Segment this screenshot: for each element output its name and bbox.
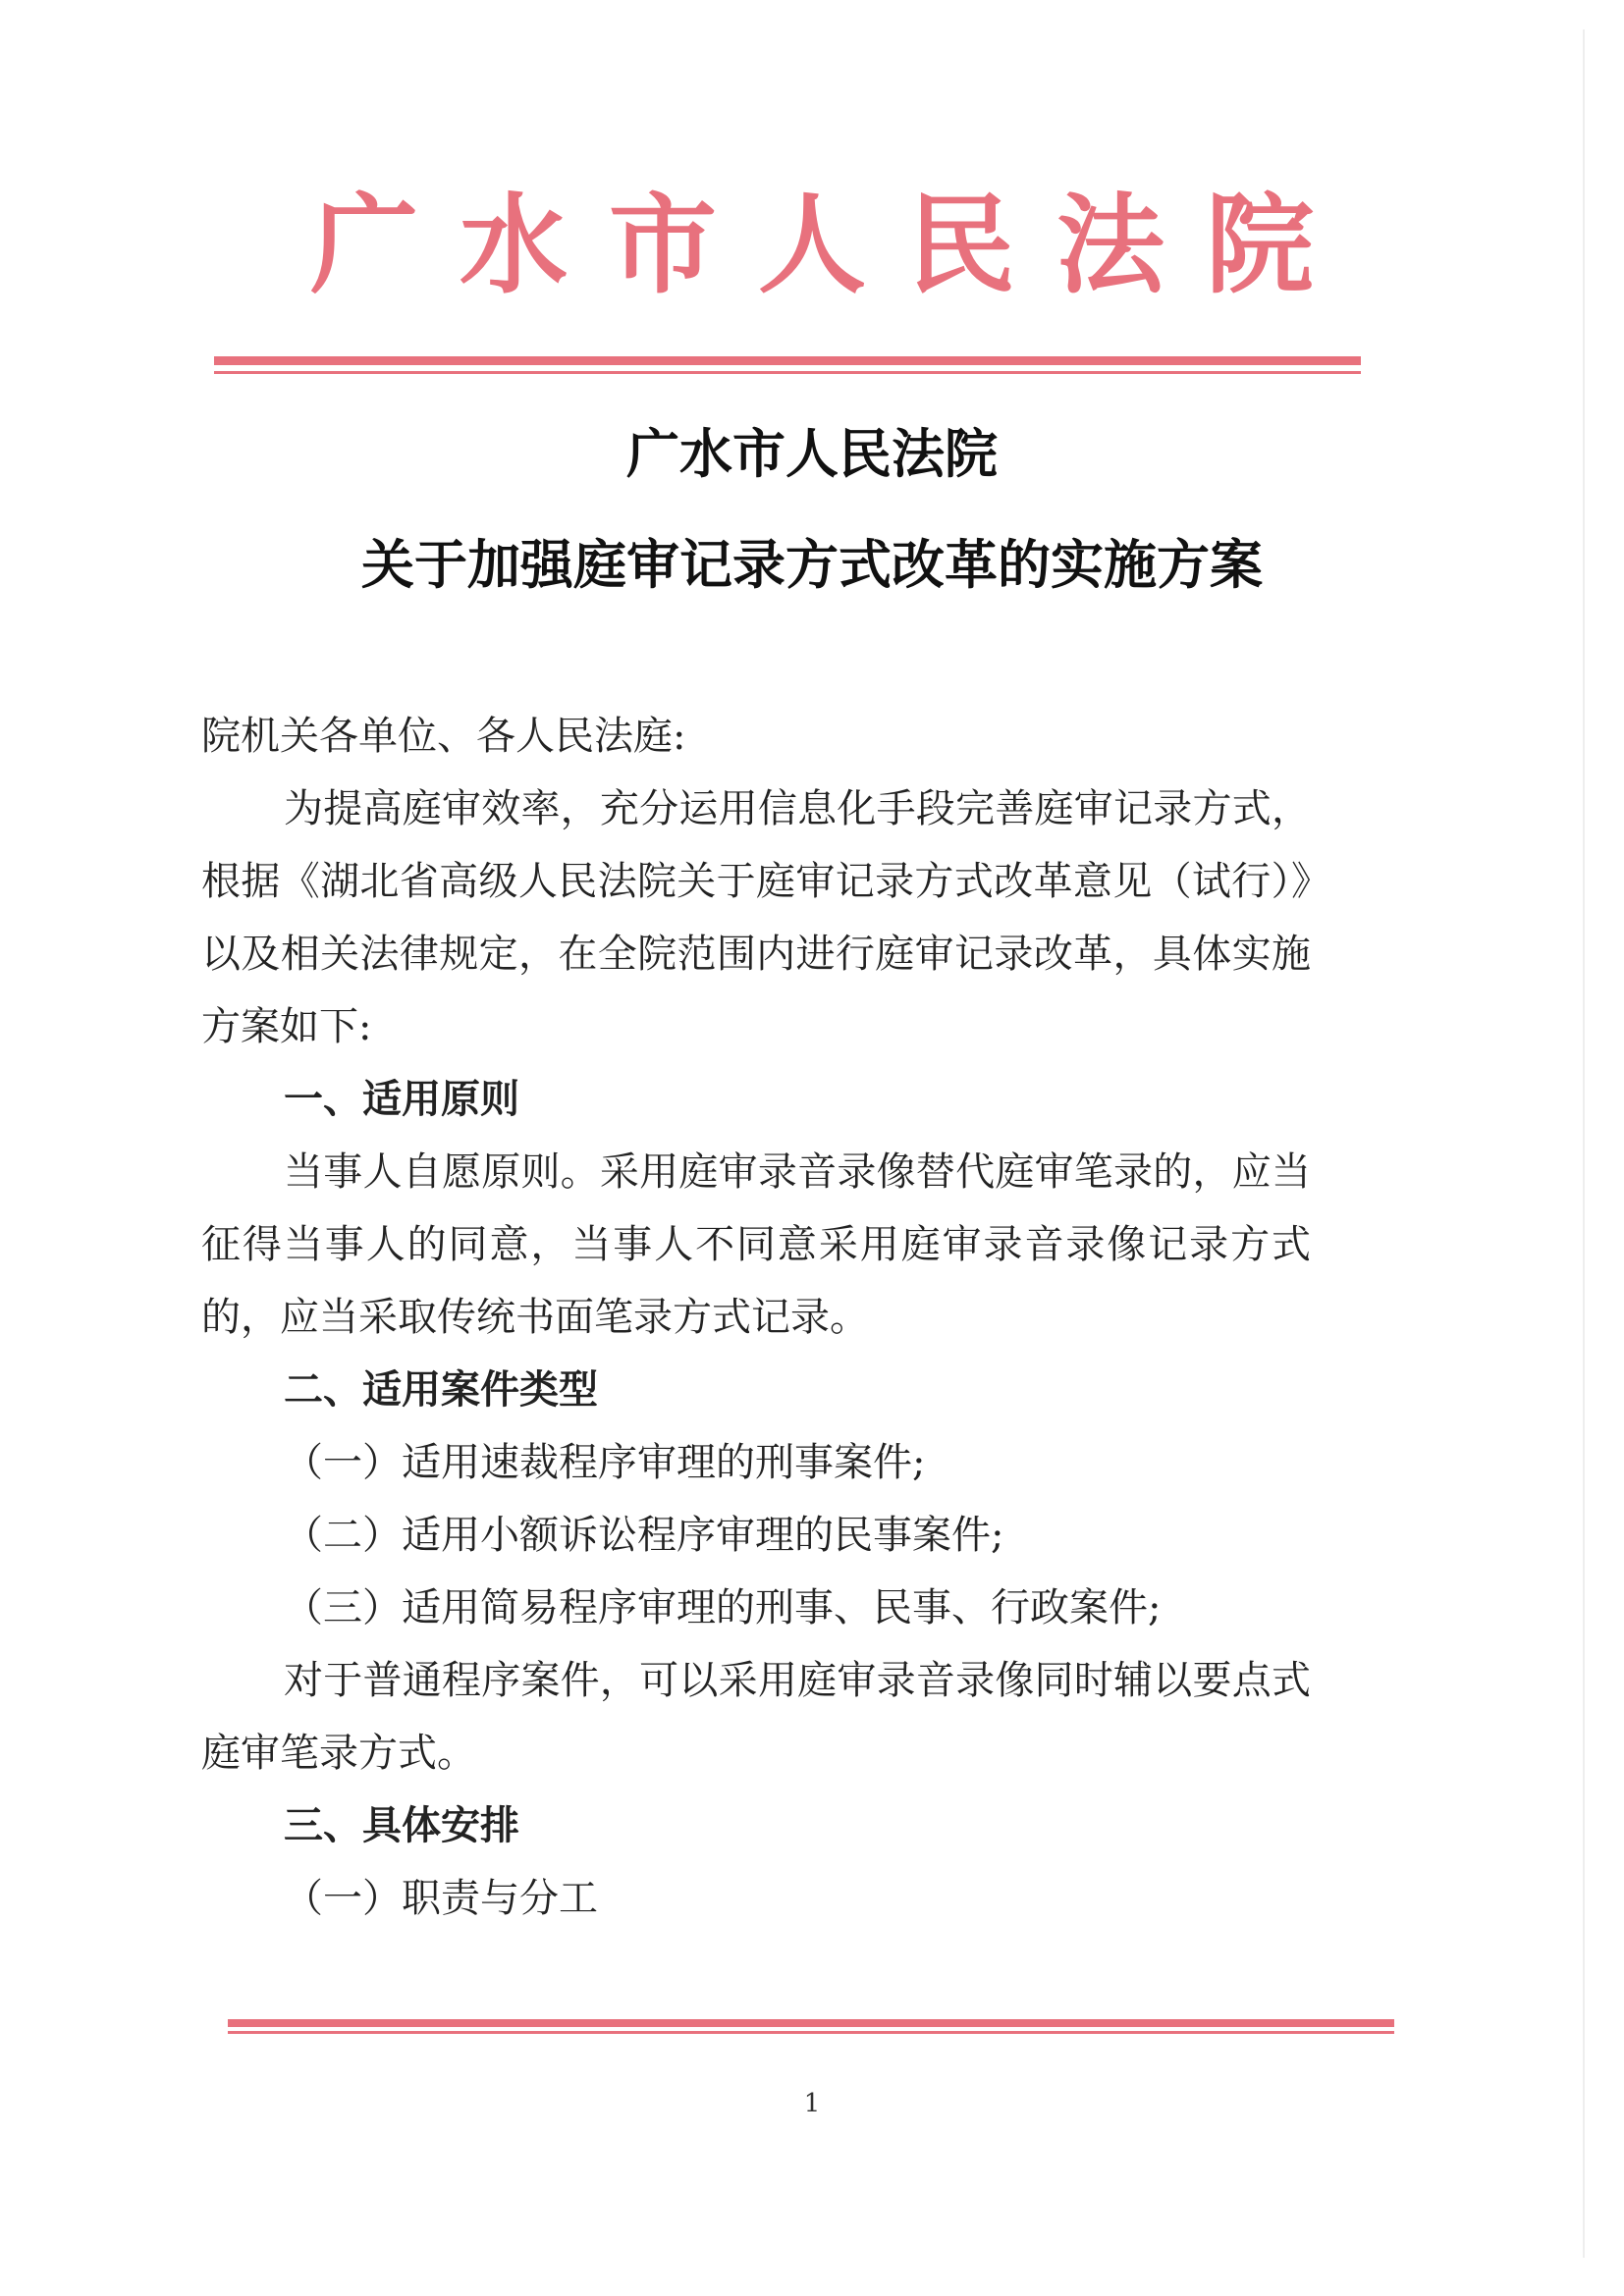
intro-paragraph: 为提高庭审效率，充分运用信息化手段完善庭审记录方式，根据《湖北省高级人民法院关于庭审记录方式改革意见（试行）》以及相关法律规定，在全院范围内进行庭审记录改革，具体实施方案如下: (201, 786, 1311, 1049)
document-body (201, 700, 1311, 1935)
section1-paragraph: 当事人自愿原则。采用庭审录音录像替代庭审笔录的，应当征得当事人的同意，当事人不同意采用庭审录音录像记录方式的，应当采取传统书面笔录方式记录。 (201, 1149, 1311, 1340)
masthead-rule-thin (214, 371, 1361, 374)
masthead: 广水市人民法院 (310, 182, 1355, 308)
section2-item-3: （三）适用简易程序审理的刑事、民事、行政案件; (284, 1585, 1162, 1630)
scan-edge (1583, 29, 1585, 2258)
section2-item-2: （二）适用小额诉讼程序审理的民事案件; (284, 1513, 1004, 1558)
document-title-line1: 广水市人民法院 (626, 422, 998, 485)
footer-rule-thick (228, 2019, 1394, 2027)
masthead-rule-thick (214, 356, 1361, 365)
section1-heading: 一、适用原则 (284, 1077, 519, 1122)
section3-item-1: （一）职责与分工 (284, 1876, 598, 1921)
salutation: 院机关各单位、各人民法庭: (201, 714, 686, 759)
section2-item-1: （一）适用速裁程序审理的刑事案件; (284, 1440, 926, 1485)
document-title-line2: 关于加强庭审记录方式改革的实施方案 (361, 533, 1263, 596)
section2-heading: 二、适用案件类型 (284, 1367, 598, 1413)
section2-paragraph: 对于普通程序案件，可以采用庭审录音录像同时辅以要点式庭审笔录方式。 (201, 1658, 1311, 1776)
footer-rule-thin (228, 2031, 1394, 2034)
page-number: 1 (803, 2089, 821, 2118)
section3-heading: 三、具体安排 (284, 1803, 519, 1848)
